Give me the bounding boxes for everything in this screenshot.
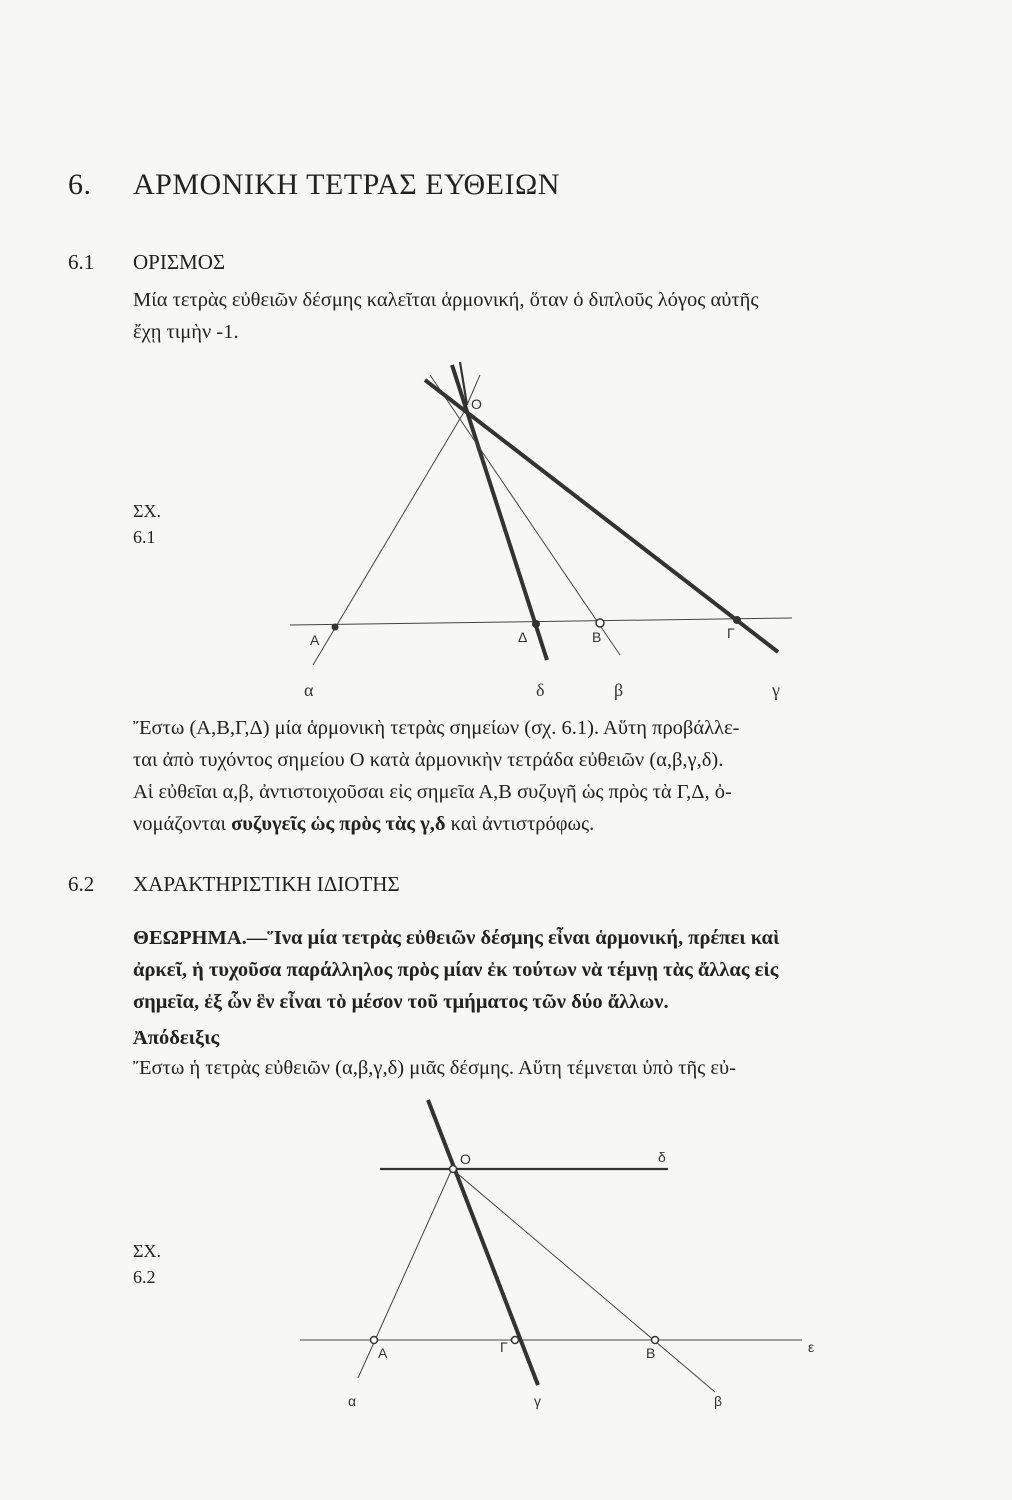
figure-6-1-label xyxy=(133,498,161,550)
figure-6-2-label xyxy=(133,1238,161,1290)
label-G: Γ xyxy=(500,1339,508,1355)
line-g xyxy=(428,1100,538,1385)
figure-6-2 xyxy=(290,1090,850,1420)
subsection-6-1-number: 6.1 xyxy=(68,250,95,274)
definition-line-1: Μία τετρὰς εὐθειῶν δέσμης καλεῖται ἁρμονική, ὅταν ὁ διπλοῦς λόγος αὐτῆς xyxy=(133,289,759,311)
point-O xyxy=(450,1166,457,1173)
subsection-6-2-title: ΧΑΡΑΚΤΗΡΙΣΤΙΚΗ ΙΔΙΟΤΗΣ xyxy=(133,872,400,896)
point-D xyxy=(532,620,540,628)
point-G xyxy=(733,616,741,624)
figure-6-1 xyxy=(280,360,820,710)
label-A: A xyxy=(378,1345,388,1361)
point-A xyxy=(332,624,339,631)
point-A xyxy=(371,1337,378,1344)
label-A: A xyxy=(310,632,320,648)
paragraph-1-line-4-pre: νομάζονται xyxy=(133,813,232,835)
label-O: O xyxy=(471,396,482,412)
paragraph-1-line-4-post: καὶ ἀντιστρόφως. xyxy=(445,813,595,835)
point-B xyxy=(652,1337,659,1344)
line-b xyxy=(430,375,620,655)
paragraph-1-line-3: Αἱ εὐθεῖαι α,β, ἀντιστοιχοῦσαι εἰς σημεῖα Α,Β συζυγῆ ὡς πρὸς τὰ Γ,Δ, ὀ- xyxy=(133,781,732,803)
line-d xyxy=(452,365,547,660)
label-line-b: β xyxy=(614,680,624,700)
subsection-6-1-title: ΟΡΙΣΜΟΣ xyxy=(133,250,226,274)
proof-line-1: Ἔστω ἡ τετρὰς εὐθειῶν (α,β,γ,δ) μιᾶς δέσμης. Αὕτη τέμνεται ὑπὸ τῆς εὐ- xyxy=(133,1057,737,1079)
transversal-line xyxy=(290,618,792,625)
point-B xyxy=(596,619,604,627)
theorem-line-2: ἀρκεῖ, ἡ τυχοῦσα παράλληλος πρὸς μίαν ἐκ τούτων νὰ τέμνῃ τὰς ἄλλας εἰς xyxy=(133,959,779,981)
paragraph-1-line-4 xyxy=(133,808,594,840)
paragraph-1-term: συζυγεῖς ὡς πρὸς τὰς γ,δ xyxy=(231,813,446,835)
definition-line-2: ἔχῃ τιμὴν -1. xyxy=(133,321,239,343)
proof-heading: Ἀπόδειξις xyxy=(133,1027,220,1049)
line-g xyxy=(425,380,778,652)
label-line-g: γ xyxy=(534,1393,541,1409)
label-line-g: γ xyxy=(772,680,780,700)
label-line-d: δ xyxy=(536,680,545,700)
label-O: O xyxy=(460,1151,471,1167)
theorem-line-3: σημεῖα, ἐξ ὧν ἓν εἶναι τὸ μέσον τοῦ τμήματος τῶν δύο ἄλλων. xyxy=(133,991,669,1013)
label-line-a: α xyxy=(304,680,314,700)
label-line-a: α xyxy=(348,1393,357,1409)
section-title: ΑΡΜΟΝΙΚΗ ΤΕΤΡΑΣ ΕΥΘΕΙΩΝ xyxy=(133,168,560,201)
figure-6-2-label-number: 6.2 xyxy=(133,1267,156,1287)
theorem-line-1: ΘΕΩΡΗΜΑ.—Ἵνα μία τετρὰς εὐθειῶν δέσμης εἶναι ἁρμονική, πρέπει καὶ xyxy=(133,927,780,949)
label-line-d: δ xyxy=(658,1149,666,1165)
subsection-6-2-number: 6.2 xyxy=(68,872,95,896)
line-b xyxy=(452,1169,715,1392)
paragraph-1-line-2: ται ἀπὸ τυχόντος σημείου Ο κατὰ ἁρμονικὴν τετράδα εὐθειῶν (α,β,γ,δ). xyxy=(133,749,724,771)
figure-6-1-label-number: 6.1 xyxy=(133,527,156,547)
figure-6-2-label-prefix: ΣΧ. xyxy=(133,1241,161,1261)
line-a xyxy=(358,1169,452,1378)
figure-6-1-label-prefix: ΣΧ. xyxy=(133,501,161,521)
label-B: B xyxy=(646,1345,656,1361)
label-D: Δ xyxy=(518,629,528,645)
label-B: B xyxy=(592,629,602,645)
label-line-b: β xyxy=(714,1393,723,1409)
label-G: Γ xyxy=(727,625,735,641)
paragraph-1-line-1: Ἔστω (Α,Β,Γ,Δ) μία ἁρμονικὴ τετρὰς σημείων (σχ. 6.1). Αὕτη προβάλλε- xyxy=(133,717,740,739)
section-number: 6. xyxy=(68,168,92,201)
point-G xyxy=(512,1337,519,1344)
label-line-e: ε xyxy=(808,1339,815,1355)
